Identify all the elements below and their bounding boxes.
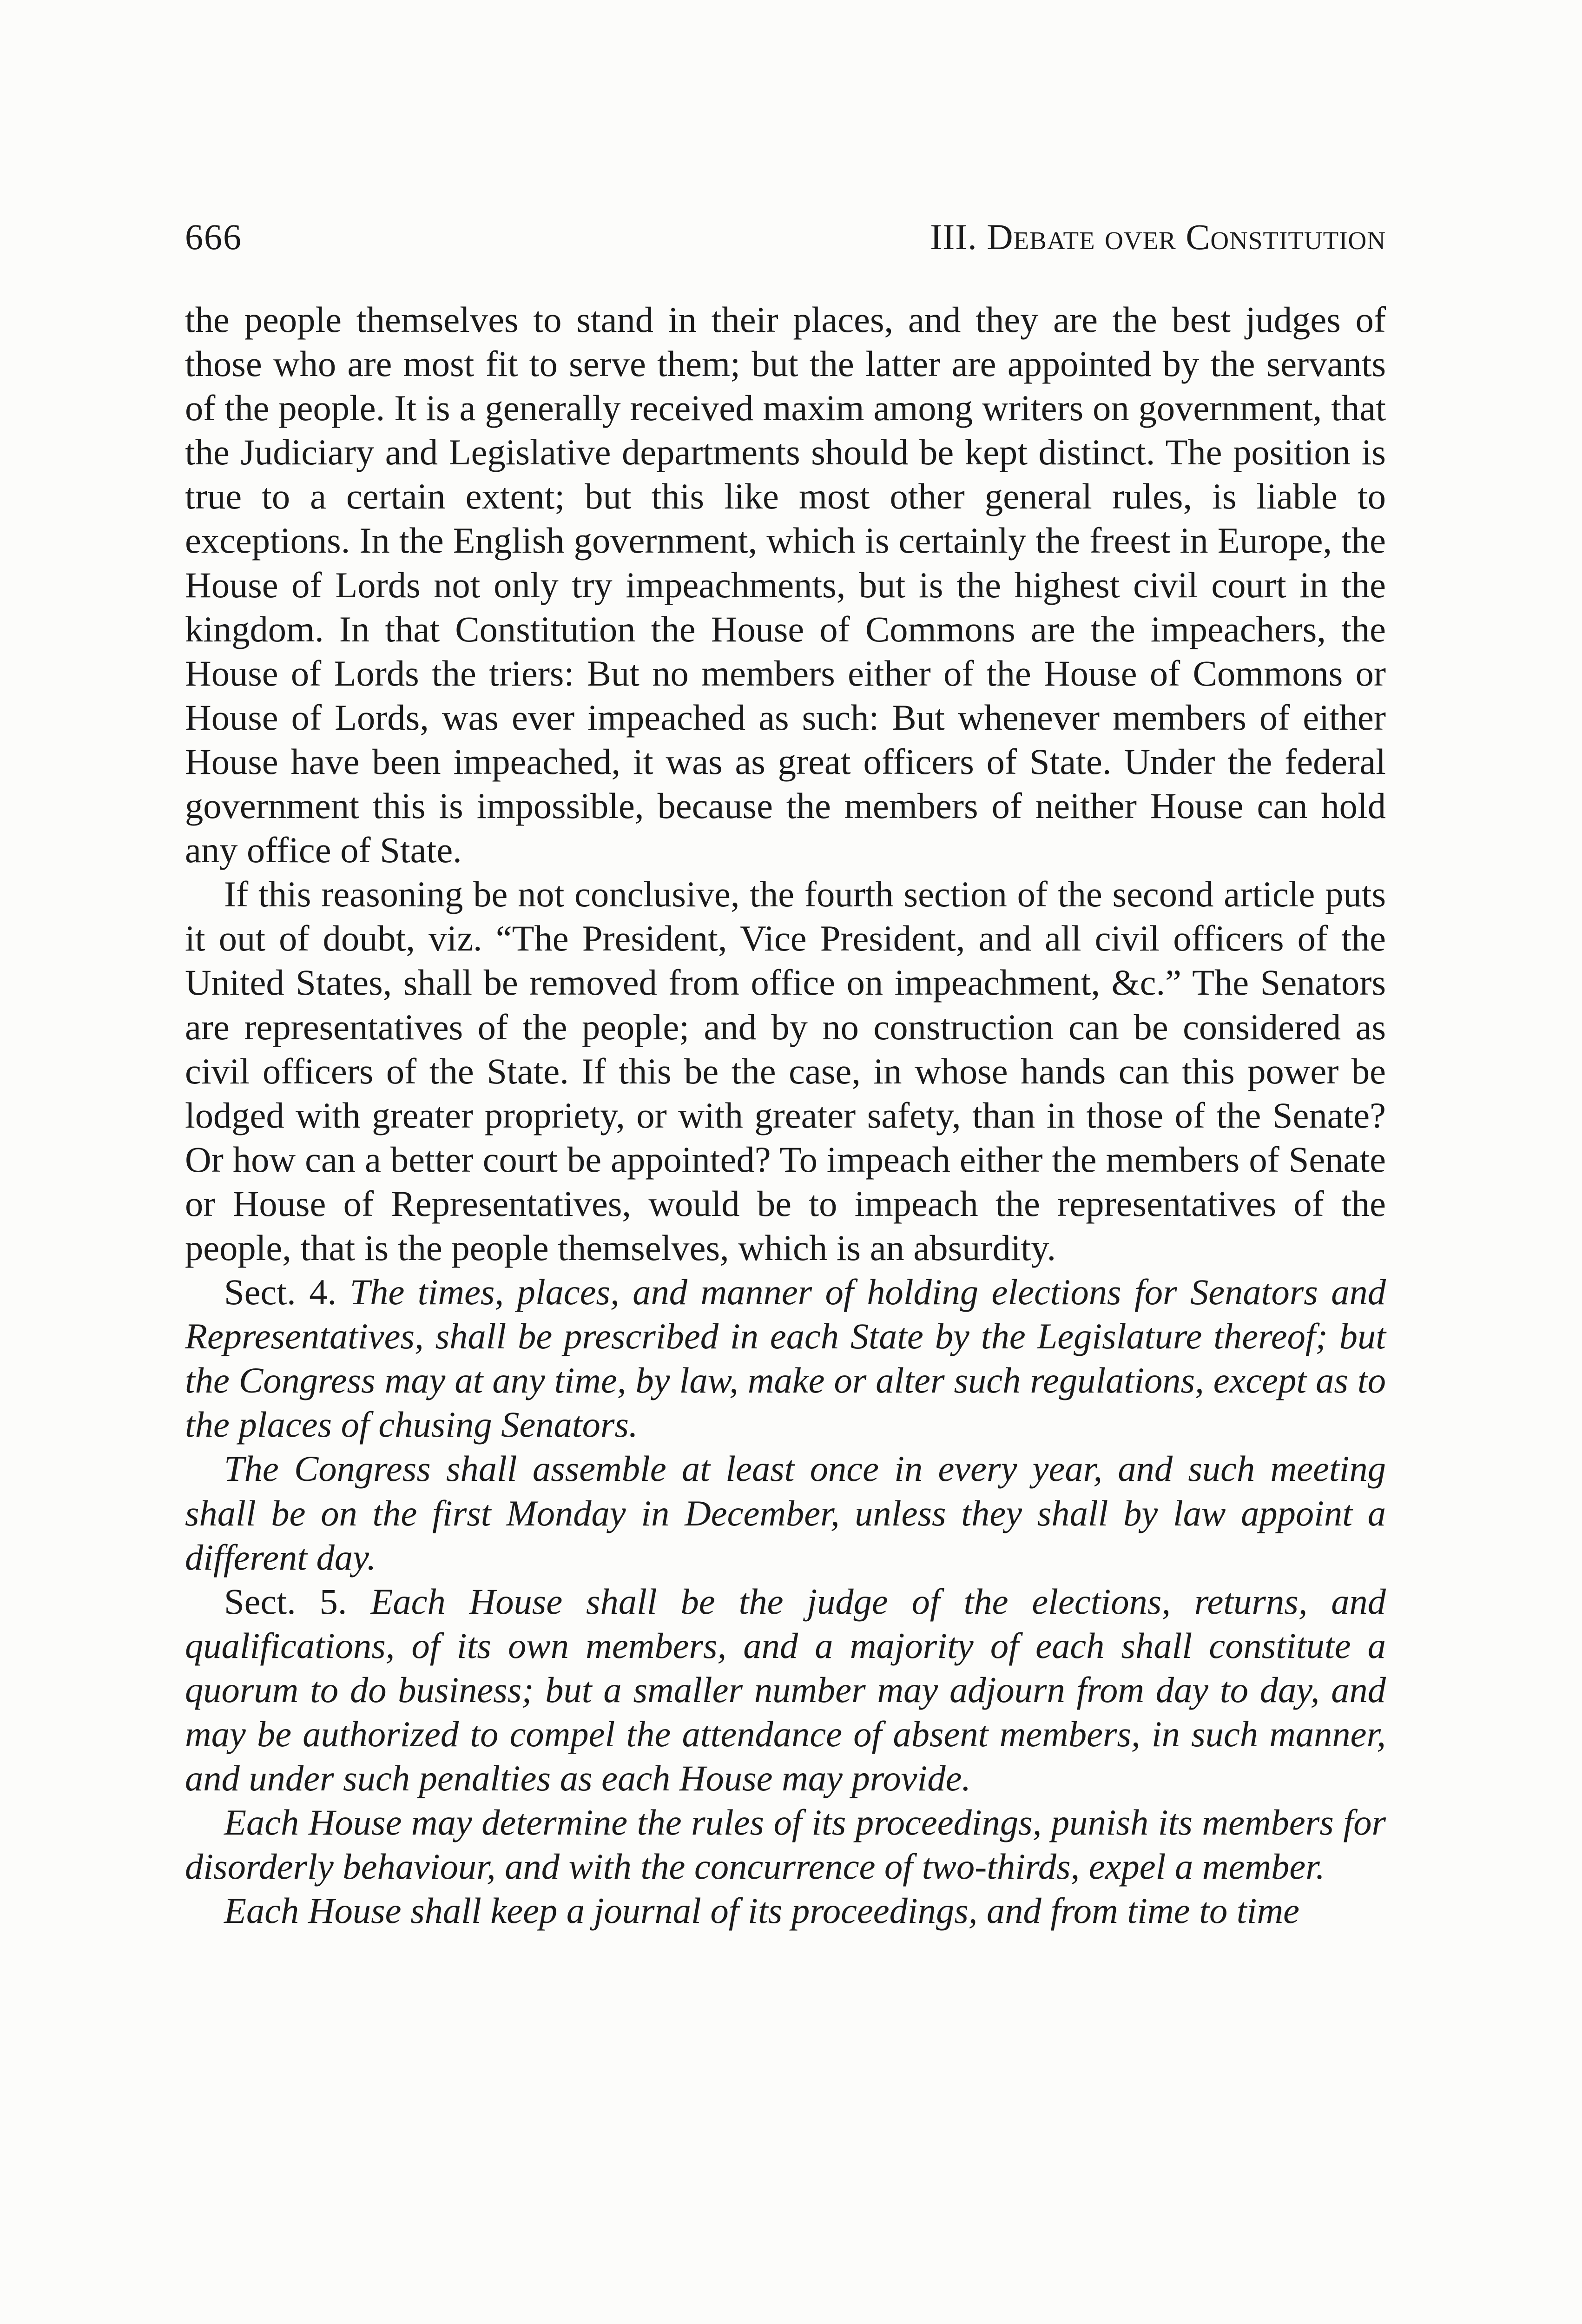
paragraph-1: the people themselves to stand in their places, and they are the best judges of those who are most fit to serve them; but the latter are appointed by the servants of the people. It is a generally received maxim among writers on government, that the Judiciary and Legislative departments should be kept distinct. The position is true to a certain extent; but this like most other general rules, is liable to exceptions. In the English government, which is certainly the freest in Europe, the House of Lords not only try impeachments, but is the highest civil court in the kingdom. In that Constitution the House of Commons are the impeachers, the House of Lords the triers: But no members either of the House of Commons or House of Lords, was ever impeached as such: But whenever members of either House have been impeached, it was as great officers of State. Under the federal government this is impossible, because the members of neither House can hold any office of State.: [185, 299, 1386, 871]
paragraph-congress-assemble: The Congress shall assemble at least once in every year, and such meeting shall be on the first Monday in December, unless they shall by law appoint a different day.: [185, 1448, 1386, 1578]
paragraph-section-5: [185, 1579, 1386, 1800]
section-4-label: Sect. 4.: [224, 1272, 337, 1313]
paragraph-2: If this reasoning be not conclusive, the fourth section of the second article puts it out of doubt, viz. “The President, Vice President, and all civil officers of the United States, shall be removed from office on impeachment, &c.” The Senators are representatives of the people; and by no construction can be considered as civil officers of the State. If this be the case, in whose hands can this power be lodged with greater propriety, or with greater safety, than in those of the Senate? Or how can a better court be appointed? To impeach either the members of Senate or House of Representatives, would be to impeach the representatives of the people, that is the people themselves, which is an absurdity.: [185, 874, 1386, 1268]
section-4-text: The times, places, and manner of holding elections for Senators and Representatives, shall be prescribed in each State by the Legislature thereof; but the Congress may at any time, by law, make or alter such regulations, except as to the places of chusing Senators.: [185, 1272, 1386, 1445]
section-5-text: Each House shall be the judge of the elections, returns, and qualifications, of its own members, and a majority of each shall constitute a quorum to do business; but a smaller number may adjourn from day to day, and may be authorized to compel the attendance of absent members, in such manner, and under such penalties as each House may provide.: [185, 1581, 1386, 1799]
paragraph-house-rules: Each House may determine the rules of its proceedings, punish its members for disorderly behaviour, and with the concurrence of two-thirds, expel a member.: [185, 1802, 1386, 1887]
page-header: [185, 211, 1386, 263]
paragraph-section-4: [185, 1270, 1386, 1446]
body-text: [185, 297, 1386, 1933]
running-head: III. Debate over Constitution: [930, 217, 1386, 257]
paragraph-house-journal: Each House shall keep a journal of its proceedings, and from time to time: [224, 1890, 1299, 1931]
section-5-label: Sect. 5.: [224, 1581, 347, 1622]
page-number: 666: [185, 217, 242, 257]
